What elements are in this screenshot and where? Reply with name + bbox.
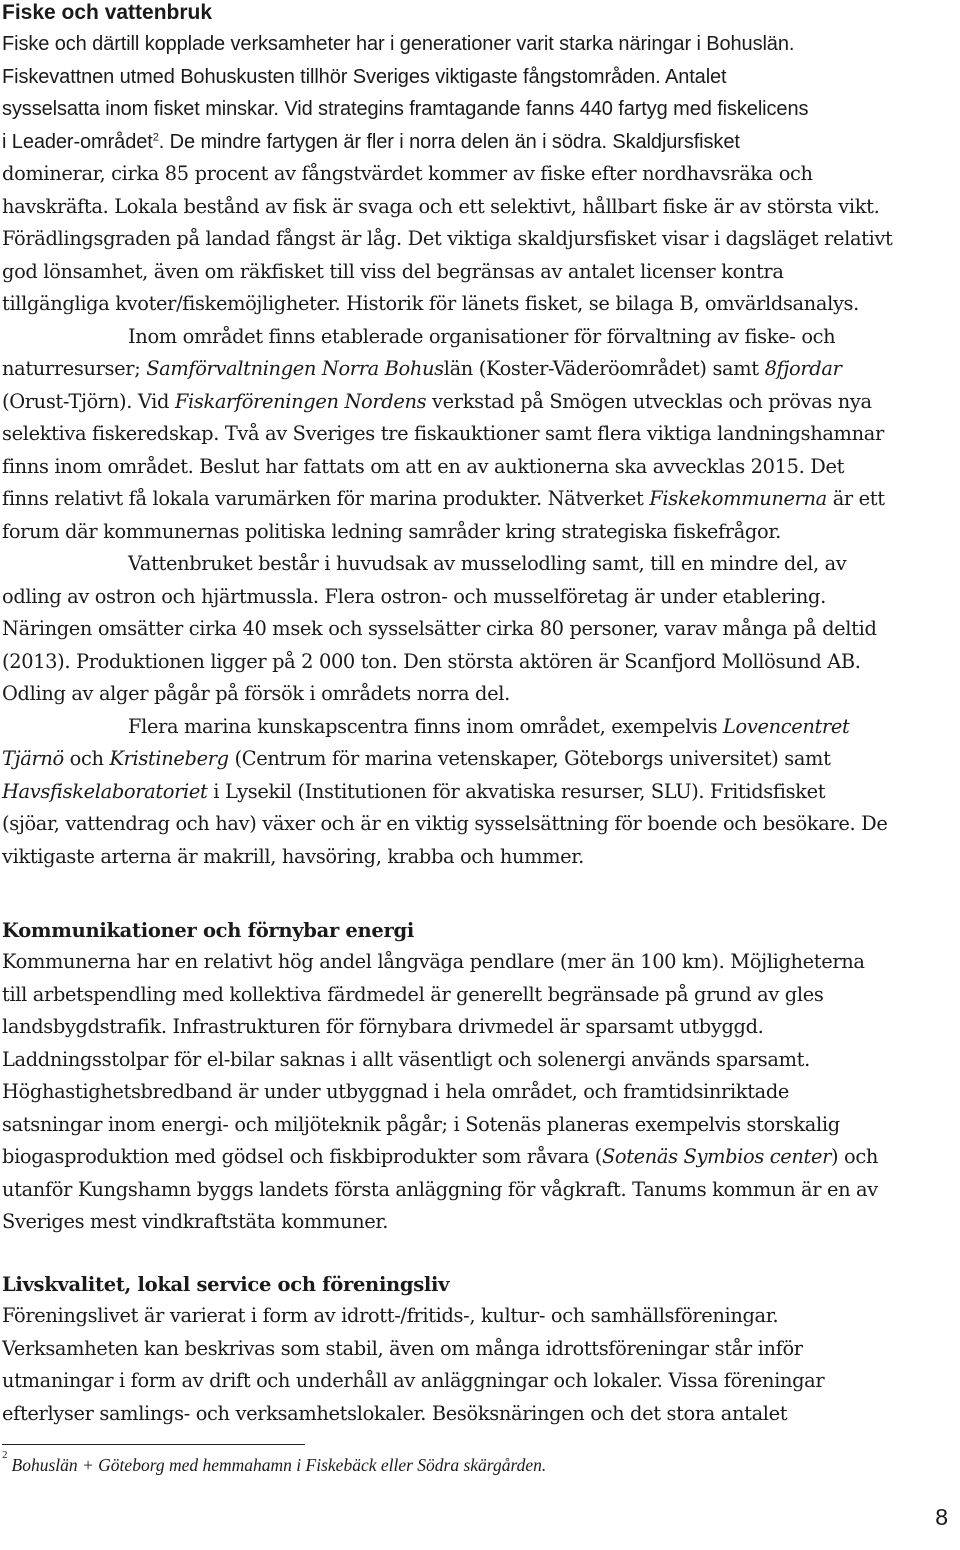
text-line: Förädlingsgraden på landad fångst är låg. Det viktiga skaldjursfisket visar i dagsläget relativt xyxy=(2,227,893,250)
section-body xyxy=(2,1300,957,1430)
text-line: Vattenbruket består i huvudsak av musselodling samt, till en mindre del, av xyxy=(128,552,847,575)
text-line: Fiske och därtill kopplade verksamheter har i generationer varit starka näringar i Bohuslän. xyxy=(2,33,795,55)
text-run: . De mindre fartygen är fler i norra delen än i södra. Skaldjursfisket xyxy=(158,130,740,153)
text-line: sysselsatta inom fisket minskar. Vid strategins framtagande fanns 440 fartyg med fiskelicens xyxy=(2,98,809,120)
emphasized-name: Sotenäs Symbios center xyxy=(601,1145,832,1168)
text-line: Verksamheten kan beskrivas som stabil, även om många idrottsföreningar står inför xyxy=(2,1336,803,1360)
text-run: (Orust-Tjörn). Vid xyxy=(2,389,175,413)
footnote-reference: 2 xyxy=(152,130,159,143)
text-line: Inom området finns etablerade organisationer för förvaltning av fiske- och xyxy=(128,324,836,348)
text-run: Flera marina kunskapscentra finns inom området, exempelvis xyxy=(128,714,723,738)
text-line: Sveriges mest vindkraftstäta kommuner. xyxy=(2,1210,389,1233)
text-line: Laddningsstolpar för el-bilar saknas i allt väsentligt och solenergi används sparsamt. xyxy=(2,1047,810,1071)
section-heading: Livskvalitet, lokal service och föreningsliv xyxy=(2,1273,450,1296)
text-run: i Lysekil (Institutionen för akvatiska resurser, SLU). Fritidsfisket xyxy=(207,779,826,803)
text-line: utmaningar i form av drift och underhåll av anläggningar och lokaler. Vissa föreningar xyxy=(2,1369,825,1392)
text-line: forum där kommunernas politiska ledning samråder kring strategiska fiskefrågor. xyxy=(2,519,781,543)
text-run: ) och xyxy=(831,1145,879,1168)
emphasized-name: Fiskekommunerna xyxy=(649,487,827,510)
text-line: Föreningslivet är varierat i form av idrott-/fritids-, kultur- och samhällsföreningar. xyxy=(2,1304,779,1327)
section-fishing xyxy=(2,0,957,873)
text-run: är ett xyxy=(826,487,885,510)
emphasized-name: 8fjordar xyxy=(764,357,842,380)
text-line: dominerar, cirka 85 procent av fångstvärdet kommer av fiske efter nordhavsräka och xyxy=(2,162,813,185)
text-line: (2013). Produktionen ligger på 2 000 ton. Den största aktören är Scanfjord Mollösund AB. xyxy=(2,649,861,673)
emphasized-name: Tjärnö xyxy=(2,747,64,770)
text-line: havskräfta. Lokala bestånd av fisk är svaga och ett selektivt, hållbart fiske är av största vikt. xyxy=(2,194,880,218)
text-run: län (Koster-Väderöområdet) samt xyxy=(443,357,765,380)
text-line xyxy=(2,483,957,516)
text-line xyxy=(2,1141,957,1174)
text-line: Kommunerna har en relativt hög andel långväga pendlare (mer än 100 km). Möjligheterna xyxy=(2,950,865,973)
text-line: god lönsamhet, även om räkfisket till viss del begränsas av antalet licenser kontra xyxy=(2,259,784,283)
text-line xyxy=(2,386,957,419)
footnote xyxy=(2,1449,547,1476)
footnote-text: Bohuslän + Göteborg med hemmahamn i Fiskebäck eller Södra skärgården. xyxy=(11,1455,547,1475)
emphasized-name: Samförvaltningen Norra Bohus xyxy=(146,357,444,380)
footnote-divider xyxy=(2,1444,305,1445)
text-run: (Centrum för marina vetenskaper, Göteborgs universitet) samt xyxy=(228,747,831,770)
text-line: till arbetspendling med kollektiva färdmedel är generellt begränsade på grund av gles xyxy=(2,982,824,1006)
emphasized-name: Lovencentret xyxy=(722,714,850,738)
text-run: biogasproduktion med gödsel och fiskbiprodukter som råvara ( xyxy=(2,1145,602,1168)
section-quality-of-life xyxy=(2,1270,957,1430)
text-run: verkstad på Smögen utvecklas och prövas nya xyxy=(426,389,872,413)
text-line xyxy=(2,776,957,809)
text-line: Näringen omsätter cirka 40 msek och sysselsätter cirka 80 personer, varav många på deltid xyxy=(2,617,877,640)
section-heading: Kommunikationer och förnybar energi xyxy=(2,919,414,942)
text-line: efterlyser samlings- och verksamhetslokaler. Besöksnäringen och det stora antalet xyxy=(2,1401,788,1425)
section-body xyxy=(2,946,957,1239)
emphasized-name: Kristineberg xyxy=(109,747,229,770)
text-line xyxy=(2,743,957,776)
text-run: och xyxy=(63,747,110,770)
text-line xyxy=(2,711,957,744)
section-heading: Fiske och vattenbruk xyxy=(2,1,213,24)
text-line: utanför Kungshamn byggs landets första anläggning för vågkraft. Tanums kommun är en av xyxy=(2,1177,878,1201)
text-line xyxy=(2,353,957,386)
footnote-marker: 2 xyxy=(2,1449,8,1462)
text-line: selektiva fiskeredskap. Två av Sveriges tre fiskauktioner samt flera viktiga landningshamnar xyxy=(2,422,884,445)
page-number: 8 xyxy=(935,1504,948,1530)
text-line xyxy=(2,126,957,159)
text-line: finns inom området. Beslut har fattats om att en av auktionerna ska avvecklas 2015. Det xyxy=(2,454,845,478)
text-line: odling av ostron och hjärtmussla. Flera ostron- och musselföretag är under etablering. xyxy=(2,584,826,608)
section-body xyxy=(2,28,957,873)
text-run: i Leader-området xyxy=(2,130,153,153)
text-line: viktigaste arterna är makrill, havsöring, krabba och hummer. xyxy=(2,844,584,868)
section-communications xyxy=(2,916,957,1239)
text-line: Höghastighetsbredband är under utbyggnad i hela området, och framtidsinriktade xyxy=(2,1080,790,1103)
text-line: satsningar inom energi- och miljöteknik pågår; i Sotenäs planeras exempelvis storskalig xyxy=(2,1112,840,1136)
text-line: Odling av alger pågår på försök i områdets norra del. xyxy=(2,682,510,705)
text-line: (sjöar, vattendrag och hav) växer och är en viktig sysselsättning för boende och besökare. De xyxy=(2,812,888,835)
text-line: landsbygdstrafik. Infrastrukturen för förnybara drivmedel är sparsamt utbyggd. xyxy=(2,1015,764,1038)
text-line: Fiskevattnen utmed Bohuskusten tillhör Sveriges viktigaste fångstområden. Antalet xyxy=(2,65,727,88)
emphasized-name: Fiskarföreningen Nordens xyxy=(174,389,427,413)
text-run: naturresurser; xyxy=(2,357,147,380)
emphasized-name: Havsfiskelaboratoriet xyxy=(2,779,208,803)
text-line: tillgängliga kvoter/fiskemöjligheter. Historik för länets fisket, se bilaga B, omvärldsanalys. xyxy=(2,292,859,315)
text-run: finns relativt få lokala varumärken för marina produkter. Nätverket xyxy=(2,487,650,510)
